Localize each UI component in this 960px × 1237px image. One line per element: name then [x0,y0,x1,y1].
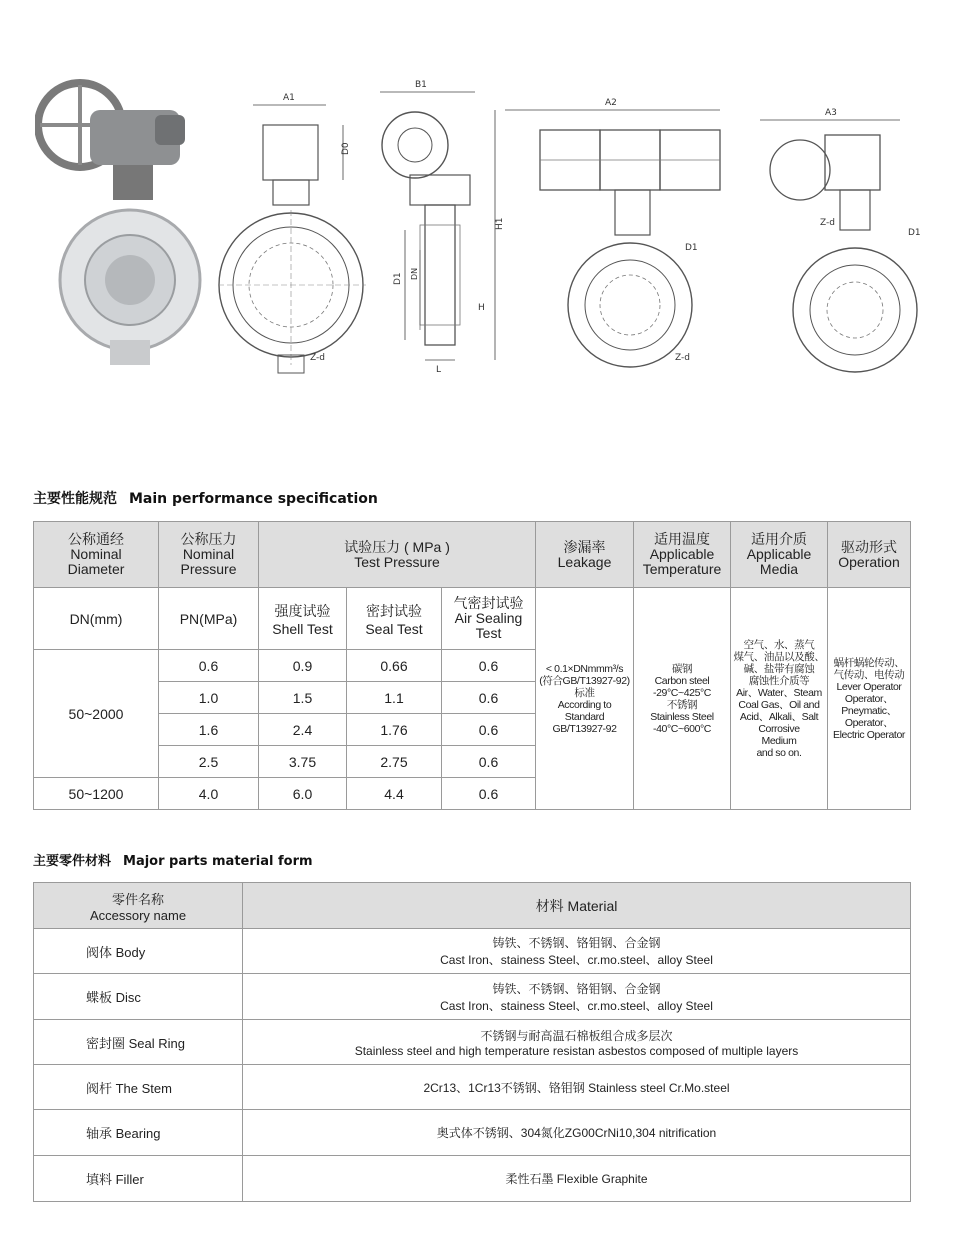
header-nominal-pressure: 公称压力 Nominal Pressure [159,522,259,588]
materials-section-title [33,850,313,869]
table-row-shell: 0.9 [259,650,347,682]
table-row-seal: 0.66 [347,650,442,682]
part-material: 奥式体不锈钢、304氮化ZG00CrNi10,304 nitrification [243,1110,911,1156]
table-row-air: 0.6 [442,682,536,714]
dim-label-b1: B1 [415,80,427,90]
header-operation: 驱动形式 Operation [828,522,911,588]
table-row-pn: 2.5 [159,746,259,778]
table-row-shell: 3.75 [259,746,347,778]
materials-title-en: Major parts material form [123,854,313,869]
dim-label-d1-c: D1 [908,228,921,238]
temperature-cell: 碳钢 Carbon steel -29°C~425°C 不锈钢 Stainless Steel -40°C~600°C [634,588,731,810]
table-row-shell: 2.4 [259,714,347,746]
materials-table [33,882,911,1202]
table-row-air: 0.6 [442,714,536,746]
perf-title-en: Main performance specification [129,491,378,507]
header-material: 材料 Material [243,883,911,929]
part-name: 填料 Filler [34,1156,243,1202]
part-name: 阀杆 The Stem [34,1065,243,1110]
table-row-air: 0.6 [442,746,536,778]
part-material: 铸铁、不锈钢、铬钼钢、合金钢 Cast Iron、stainess Steel、cr.mo.steel、alloy Steel [243,974,911,1020]
table-row-shell: 6.0 [259,778,347,810]
part-material: 不锈钢与耐高温石棉板组合成多层次 Stainless steel and high temperature resistan asbestos composed of multiple layers [243,1020,911,1065]
dim-label-a2: A2 [605,98,617,108]
perf-title-cn: 主要性能规范 [33,491,117,507]
materials-title-cn: 主要零件材料 [33,854,112,869]
dn-range-2: 50~1200 [34,778,159,810]
table-row-seal: 1.1 [347,682,442,714]
table-row-shell: 1.5 [259,682,347,714]
operation-cell: 蜗杆蜗轮传动、 气传动、电传动 Lever Operator Operator、 Pneymatic、 Operator、 Electric Operator [828,588,911,810]
table-row-pn: 0.6 [159,650,259,682]
unit-pn: PN(MPa) [159,588,259,650]
header-air-test: 气密封试验 Air Sealing Test [442,588,536,650]
part-material: 铸铁、不锈钢、铬钼钢、合金钢 Cast Iron、stainess Steel、cr.mo.steel、alloy Steel [243,929,911,974]
part-name: 蝶板 Disc [34,974,243,1020]
header-media: 适用介质 Applicable Media [731,522,828,588]
dim-label-l: L [436,365,442,375]
leakage-cell: < 0.1×DNmmm³/s (符合GB/T13927-92) 标准 According to Standard GB/T13927-92 [536,588,634,810]
part-name: 轴承 Bearing [34,1110,243,1156]
table-row-seal: 1.76 [347,714,442,746]
dim-label-a3: A3 [825,108,837,118]
part-name: 密封圈 Seal Ring [34,1020,243,1065]
table-row-air: 0.6 [442,650,536,682]
dim-label-zd: Z-d [310,353,325,363]
front-view-drawing [218,70,368,380]
dim-label-dn: DN [410,267,419,280]
header-accessory-name: 零件名称 Accessory name [34,883,243,929]
dn-range-1: 50~2000 [34,650,159,778]
table-row-seal: 4.4 [347,778,442,810]
header-leakage: 渗漏率 Leakage [536,522,634,588]
header-temperature: 适用温度 Applicable Temperature [634,522,731,588]
dim-label-h1: H1 [495,217,505,230]
pneumatic-drawing [500,70,730,380]
dim-label-a1: A1 [283,93,295,103]
dim-label-h: H [478,303,485,313]
header-shell-test: 强度试验 Shell Test [259,588,347,650]
performance-table [33,521,911,810]
perf-section-title [33,488,378,508]
header-seal-test: 密封试验 Seal Test [347,588,442,650]
valve-photo [35,70,205,380]
header-nominal-diameter: 公称通经 Nominal Diameter [34,522,159,588]
table-row-seal: 2.75 [347,746,442,778]
valve-drawings [30,70,930,390]
dim-label-zd-c: Z-d [820,218,835,228]
table-row-pn: 1.0 [159,682,259,714]
part-material: 柔性石墨 Flexible Graphite [243,1156,911,1202]
dim-label-d0: D0 [341,142,351,155]
dim-label-d1: D1 [393,272,403,285]
unit-dn: DN(mm) [34,588,159,650]
dim-label-d1-b: D1 [685,243,698,253]
header-test-pressure: 试验压力 ( MPa ) Test Pressure [259,522,536,588]
dim-label-zd-b: Z-d [675,353,690,363]
table-row-air: 0.6 [442,778,536,810]
media-cell: 空气、水、蒸气 煤气、油品以及酸、 碱、盐带有腐蚀 腐蚀性介质等 Air、Water、Steam Coal Gas、Oil and Acid、Alkali、Salt Corrosive Medium and so on. [731,588,828,810]
part-material: 2Cr13、1Cr13不锈钢、铬钼钢 Stainless steel Cr.Mo.steel [243,1065,911,1110]
table-row-pn: 1.6 [159,714,259,746]
electric-drawing [750,70,930,380]
part-name: 阀体 Body [34,929,243,974]
table-row-pn: 4.0 [159,778,259,810]
side-view-drawing [380,70,510,380]
